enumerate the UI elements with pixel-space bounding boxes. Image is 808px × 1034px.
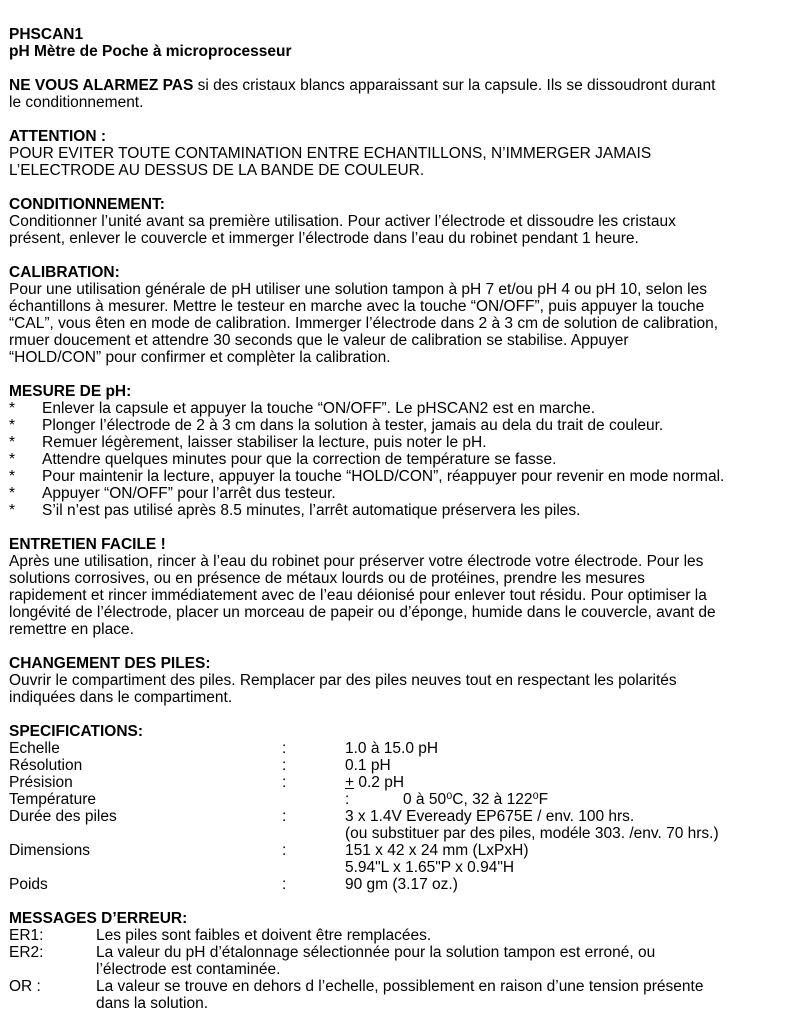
text-line: longévité de l’électrode, placer un morceau de papeir ou d’éponge, humide dans le couvercle, avant de <box>9 604 716 621</box>
text-line: rapidement et rincer immédiatement avec de l’eau déionisé pour enlever tout résidu. Pour optimiser la <box>9 587 707 604</box>
spec-separator: : <box>282 842 287 859</box>
alert-line-1 <box>9 77 802 94</box>
entretien-paragraph <box>9 553 802 638</box>
bullet-text: Pour maintenir la lecture, appuyer la touche “HOLD/CON”, réappuyer pour revenir en mode normal. <box>42 468 725 485</box>
alert-rest: si des cristaux blancs apparaissant sur la capsule. Ils se dissoudront durant <box>193 77 716 94</box>
section-heading-calibration: CALIBRATION: <box>9 264 120 281</box>
spec-label: Echelle <box>9 740 60 757</box>
spec-label: Température <box>9 791 97 808</box>
section-heading-conditionnement: CONDITIONNEMENT: <box>9 196 165 213</box>
spec-label: Durée des piles <box>9 808 117 825</box>
alert-lead: NE VOUS ALARMEZ PAS <box>9 77 194 94</box>
section-attention <box>9 128 802 179</box>
spec-value: 0 à 50⁰C, 32 à 122⁰F <box>403 791 549 808</box>
error-code: OR : <box>9 978 41 995</box>
text-line: remettre en place. <box>9 621 134 638</box>
spec-value: 0.1 pH <box>345 757 391 774</box>
spec-separator: : <box>282 774 287 791</box>
bullet-marker: * <box>9 468 16 485</box>
spec-row-temperature <box>9 791 802 808</box>
text-line: dans la solution. <box>96 995 209 1012</box>
bullet-text: Attendre quelques minutes pour que la correction de température se fasse. <box>42 451 557 468</box>
alert-paragraph <box>9 77 802 111</box>
spec-label <box>9 825 282 842</box>
spec-value: 1.0 à 15.0 pH <box>345 740 439 757</box>
spec-separator: : <box>282 757 287 774</box>
error-code: ER1: <box>9 927 44 944</box>
spec-row-poids <box>9 876 802 893</box>
spec-separator <box>282 825 345 842</box>
section-calibration <box>9 264 802 366</box>
error-row-er2 <box>9 944 802 978</box>
text-line: échantillons à mesurer. Mettre le testeur en marche avec la touche “ON/OFF”, puis appuyer la touche <box>9 298 705 315</box>
text-line: Ouvrir le compartiment des piles. Remplacer par des piles neuves tout en respectant les polarités <box>9 672 677 689</box>
bullet-item <box>9 417 802 434</box>
bullet-marker: * <box>9 485 16 502</box>
text-line: l’électrode est contaminée. <box>96 961 281 978</box>
bullet-marker: * <box>9 434 16 451</box>
spec-label: Présision <box>9 774 73 791</box>
spec-row-dimensions-cont <box>9 859 802 876</box>
section-heading-attention: ATTENTION : <box>9 128 107 145</box>
bullet-item <box>9 400 802 417</box>
spec-separator <box>282 859 345 876</box>
plus-minus-sign: + <box>345 774 355 791</box>
error-description <box>96 944 802 978</box>
spec-row-presision <box>9 774 802 791</box>
spec-row-duree-piles-cont <box>9 825 802 842</box>
calibration-paragraph <box>9 281 802 366</box>
section-heading-specifications: SPECIFICATIONS: <box>9 723 144 740</box>
bullet-marker: * <box>9 451 16 468</box>
spec-row-dimensions <box>9 842 802 859</box>
section-heading-messages-erreur: MESSAGES D’ERREUR: <box>9 910 188 927</box>
bullet-text: S’il n’est pas utilisé après 8.5 minutes, l’arrêt automatique préservera les piles. <box>42 502 581 519</box>
bullet-marker: * <box>9 502 16 519</box>
error-description <box>96 927 802 944</box>
text-line: POUR EVITER TOUTE CONTAMINATION ENTRE ECHANTILLONS, N’IMMERGER JAMAIS <box>9 145 652 162</box>
text-line: La valeur se trouve en dehors d l’echelle, possiblement en raison d’une tension présente <box>96 978 704 995</box>
section-entretien <box>9 536 802 638</box>
text-line: “CAL”, vous êten en mode de calibration. Immerger l’électrode dans 2 à 3 cm de solution de calibration, <box>9 315 719 332</box>
section-specifications <box>9 723 802 893</box>
bullet-item <box>9 485 802 502</box>
spec-row-duree-piles <box>9 808 802 825</box>
bullet-text: Plonger l’électrode de 2 à 3 cm dans la solution à tester, jamais au dela du trait de couleur. <box>42 417 664 434</box>
bullet-text: Enlever la capsule et appuyer la touche “ON/OFF”. Le pHSCAN2 est en marche. <box>42 400 596 417</box>
section-heading-entretien: ENTRETIEN FACILE ! <box>9 536 166 553</box>
text-line: présent, enlever le couvercle et immerger l’électrode dans l’eau du robinet pendant 1 heure. <box>9 230 639 247</box>
spec-label <box>9 859 282 876</box>
document-header <box>9 26 802 60</box>
bullet-item <box>9 502 802 519</box>
spec-row-echelle <box>9 740 802 757</box>
section-messages-erreur <box>9 910 802 1012</box>
section-changement-piles <box>9 655 802 706</box>
bullet-text: Appuyer “ON/OFF” pour l’arrêt dus testeur. <box>42 485 336 502</box>
spec-value: 3 x 1.4V Eveready EP675E / env. 100 hrs. <box>345 808 635 825</box>
bullet-marker: * <box>9 417 16 434</box>
spec-value: 90 gm (3.17 oz.) <box>345 876 458 893</box>
error-code: ER2: <box>9 944 44 961</box>
bullet-text: Remuer légèrement, laisser stabiliser la lecture, puis noter le pH. <box>42 434 487 451</box>
spec-separator: : <box>282 740 287 757</box>
alert-line-2: le conditionnement. <box>9 94 144 111</box>
spec-label: Dimensions <box>9 842 90 859</box>
bullet-item <box>9 451 802 468</box>
bullet-item <box>9 434 802 451</box>
spec-separator: : <box>282 876 287 893</box>
text-line: La valeur du pH d’étalonnage sélectionnée pour la solution tampon est erroné, ou <box>96 944 656 961</box>
text-line: rmuer doucement et attendre 30 seconds que le valeur de calibration se stabilise. Appuyer <box>9 332 629 349</box>
spec-label: Poids <box>9 876 48 893</box>
spec-label: Résolution <box>9 757 83 774</box>
text-line: Les piles sont faibles et doivent être remplacées. <box>96 927 432 944</box>
text-line: solutions corrosives, ou en présence de métaux lourds ou de protéines, prendre les mesures <box>9 570 645 587</box>
spec-value <box>345 774 802 791</box>
piles-paragraph <box>9 672 802 706</box>
error-description <box>96 978 802 1012</box>
error-row-er1 <box>9 927 802 944</box>
error-row-or <box>9 978 802 1012</box>
text-line: Pour une utilisation générale de pH utiliser une solution tampon à pH 7 et/ou pH 4 ou pH 10, selon les <box>9 281 707 298</box>
text-line: Après une utilisation, rincer à l’eau du robinet pour préserver votre électrode votre électrode. Pour les <box>9 553 704 570</box>
model-number: PHSCAN1 <box>9 26 84 43</box>
spec-value: (ou substituer par des piles, modéle 303. /env. 70 hrs.) <box>345 825 719 842</box>
spec-value: 5.94"L x 1.65"P x 0.94"H <box>345 859 515 876</box>
spec-separator: : <box>345 791 350 808</box>
text-line: indiquées dans le compartiment. <box>9 689 233 706</box>
text-line: L’ELECTRODE AU DESSUS DE LA BANDE DE COULEUR. <box>9 162 425 179</box>
bullet-marker: * <box>9 400 16 417</box>
section-mesure <box>9 383 802 519</box>
attention-paragraph <box>9 145 802 179</box>
document-title: pH Mètre de Poche à microprocesseur <box>9 43 292 60</box>
section-heading-changement-piles: CHANGEMENT DES PILES: <box>9 655 211 672</box>
bullet-item <box>9 468 802 485</box>
spec-separator: : <box>282 808 287 825</box>
section-conditionnement <box>9 196 802 247</box>
spec-value: 151 x 42 x 24 mm (LxPxH) <box>345 842 529 859</box>
text-line: Conditionner l’unité avant sa première utilisation. Pour activer l’électrode et dissoudre les cristaux <box>9 213 676 230</box>
conditionnement-paragraph <box>9 213 802 247</box>
section-heading-mesure: MESURE DE pH: <box>9 383 132 400</box>
spec-row-resolution <box>9 757 802 774</box>
text-line: “HOLD/CON” pour confirmer et complèter la calibration. <box>9 349 391 366</box>
spec-value-text: 0.2 pH <box>354 774 405 791</box>
